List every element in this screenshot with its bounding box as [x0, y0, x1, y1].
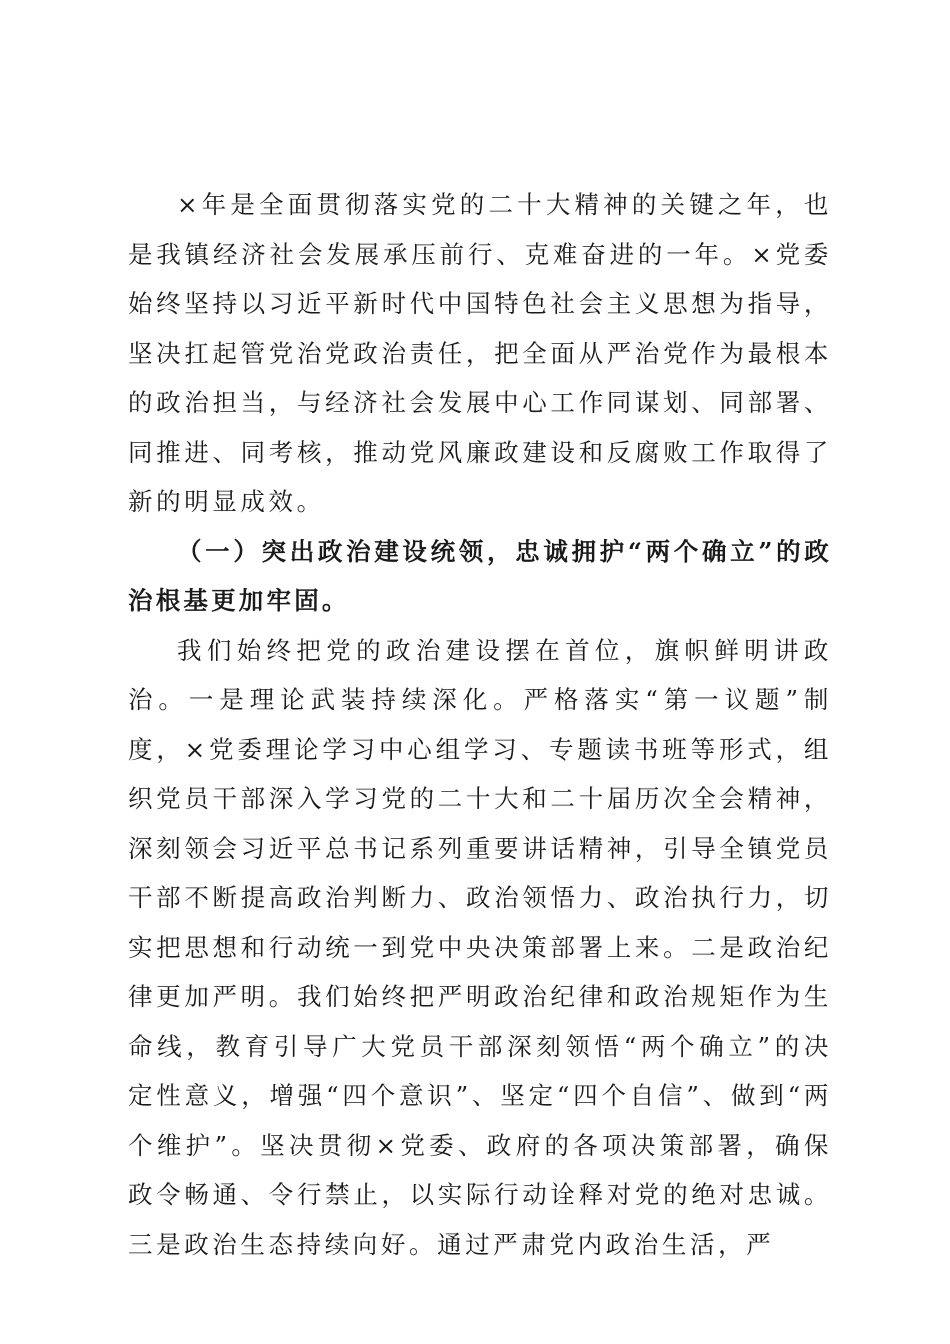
document-body	[128, 180, 832, 1269]
intro-paragraph: ×年是全面贯彻落实党的二十大精神的关键之年，也是我镇经济社会发展承压前行、克难奋进的一年。×党委始终坚持以习近平新时代中国特色社会主义思想为指导，坚决扛起管党治党政治责任，把全面从严治党作为最根本的政治担当，与经济社会发展中心工作同谋划、同部署、同推进、同考核，推动党风廉政建设和反腐败工作取得了新的明显成效。	[128, 190, 832, 516]
section-body-paragraph: 我们始终把党的政治建设摆在首位，旗帜鲜明讲政治。一是理论武装持续深化。严格落实“第一议题”制度，×党委理论学习中心组学习、专题读书班等形式，组织党员干部深入学习党的二十大和二十届历次全会精神，深刻领会习近平总书记系列重要讲话精神，引导全镇党员干部不断提高政治判断力、政治领悟力、政治执行力，切实把思想和行动统一到党中央决策部署上来。二是政治纪律更加严明。我们始终把严明政治纪律和政治规矩作为生命线，教育引导广大党员干部深刻领悟“两个确立”的决定性意义，增强“四个意识”、坚定“四个自信”、做到“两个维护”。坚决贯彻×党委、政府的各项决策部署，确保政令畅通、令行禁止，以实际行动诠释对党的绝对忠诚。三是政治生态持续向好。通过严肃党内政治生活，严	[128, 635, 832, 1259]
section-heading: （一）突出政治建设统领，忠诚拥护“两个确立”的政治根基更加牢固。	[128, 536, 832, 615]
